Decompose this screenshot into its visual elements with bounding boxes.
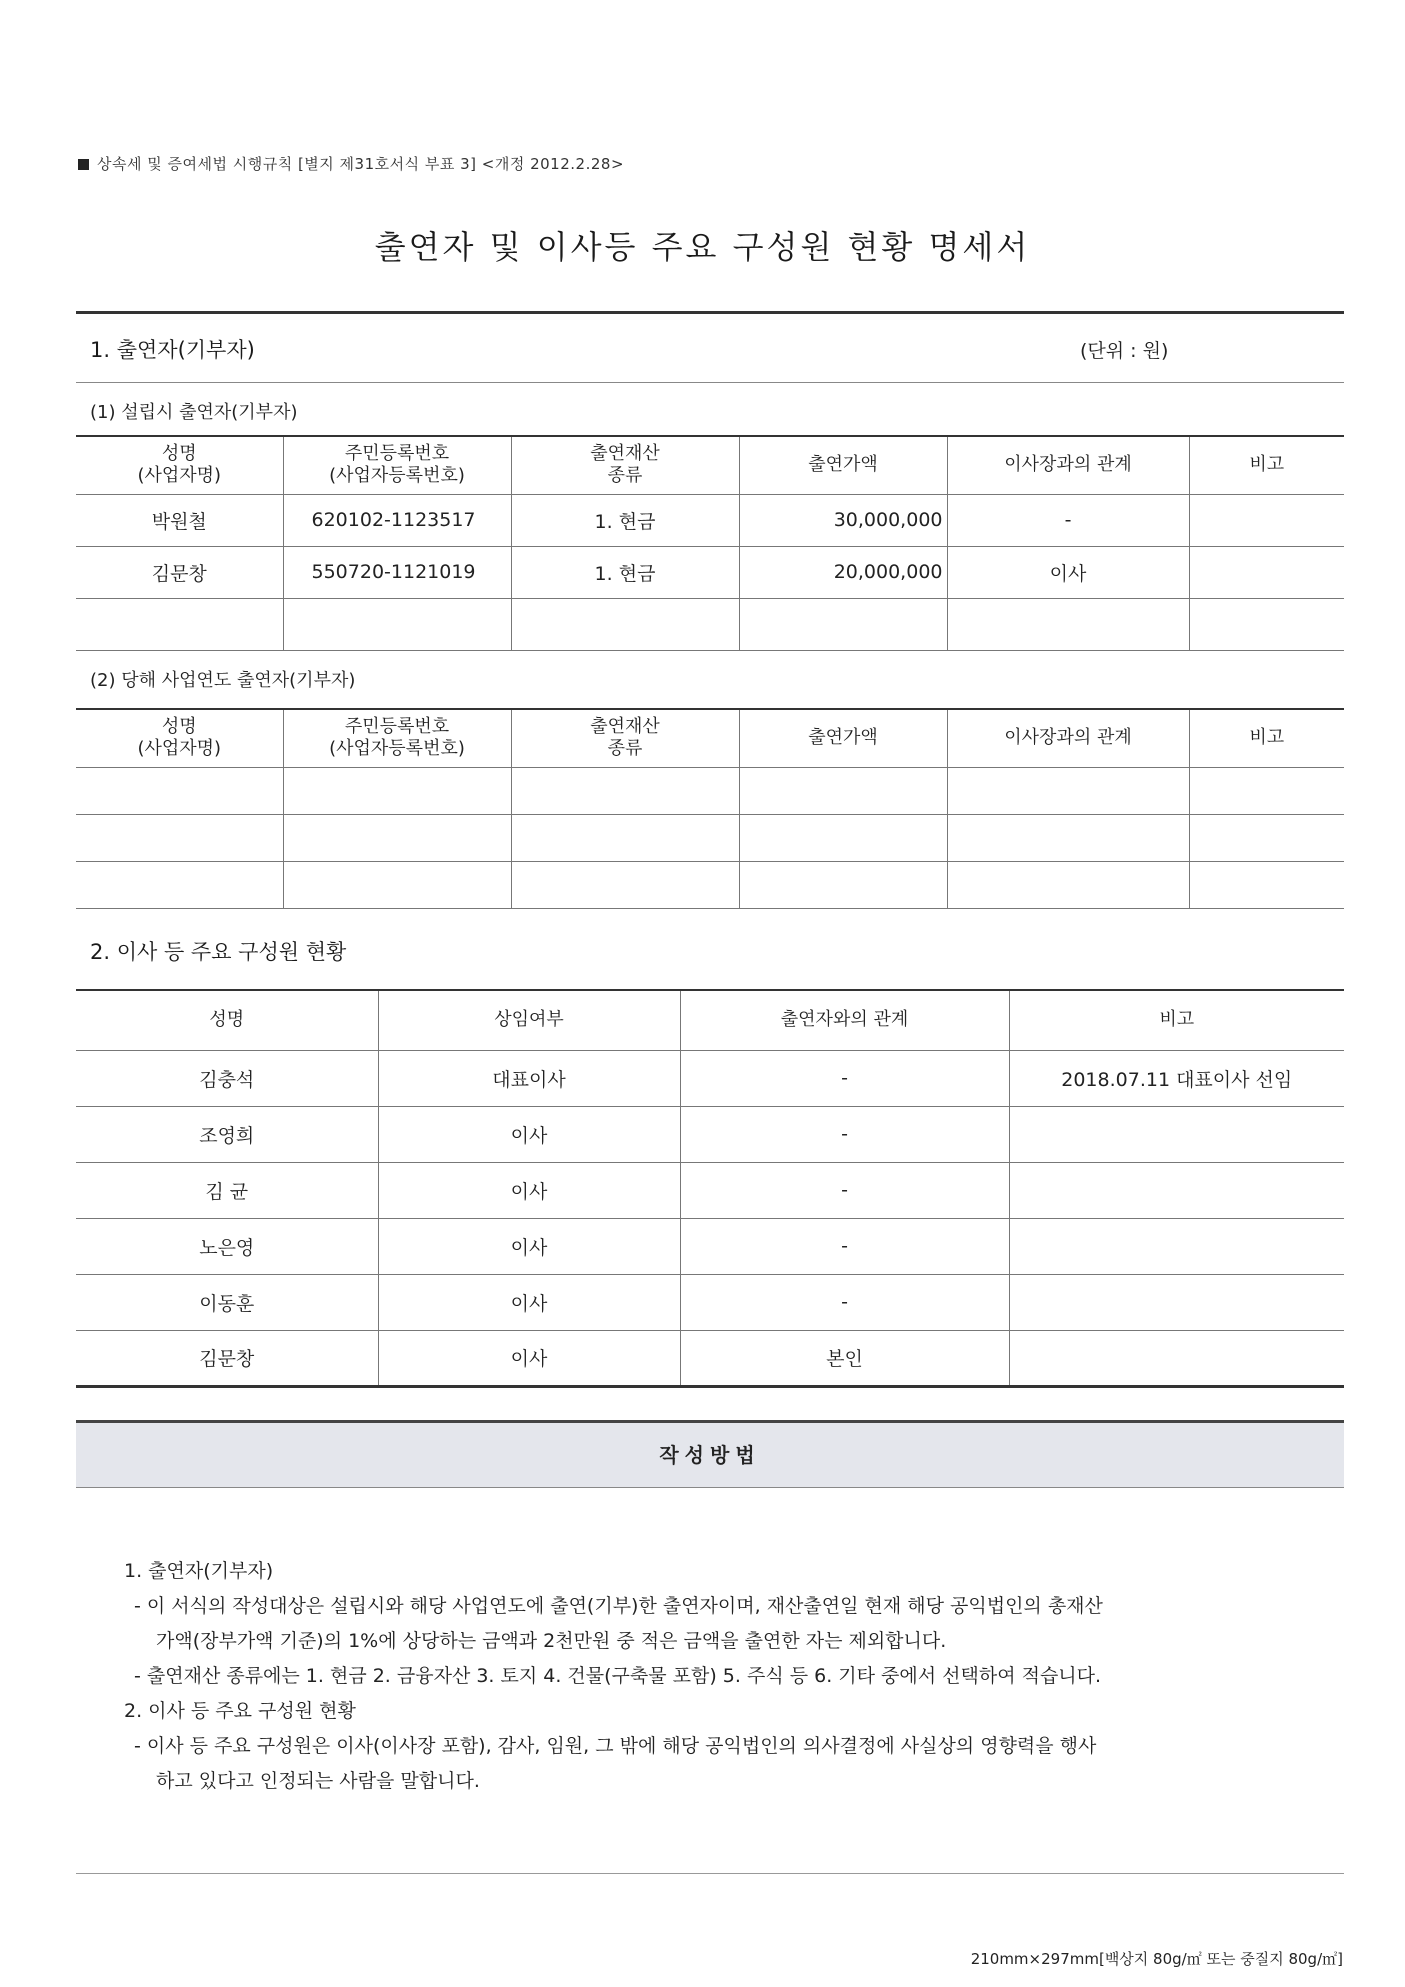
- form-reference-text: 상속세 및 증여세법 시행규칙 [별지 제31호서식 부표 3] <개정 2012.2.28>: [97, 155, 625, 173]
- table-cell: [511, 598, 739, 650]
- table-header-row: [76, 990, 1344, 1050]
- table-cell: [76, 767, 283, 814]
- table-row: [76, 861, 1344, 908]
- column-header: 출연재산 종류: [511, 709, 739, 767]
- table-row: [76, 1106, 1344, 1162]
- table-cell: 본인: [680, 1330, 1009, 1386]
- column-header: 성명: [76, 990, 378, 1050]
- table-cell: [947, 861, 1189, 908]
- table-cell: [1189, 861, 1344, 908]
- table-header-row: [76, 709, 1344, 767]
- column-header: 비고: [1189, 436, 1344, 494]
- table-cell: [1009, 1162, 1344, 1218]
- table-cell: [76, 861, 283, 908]
- table-cell: [1009, 1274, 1344, 1330]
- table-cell: [283, 861, 511, 908]
- top-rule: [76, 311, 1344, 314]
- table-cell: [739, 598, 947, 650]
- table-cell: [947, 598, 1189, 650]
- column-header: 출연재산 종류: [511, 436, 739, 494]
- table-cell: [739, 861, 947, 908]
- table-header-row: [76, 436, 1344, 494]
- table-cell: -: [947, 494, 1189, 546]
- instruction-line-3: 가액(장부가액 기준)의 1%에 상당하는 금액과 2천만원 중 적은 금액을 출연한 자는 제외합니다.: [156, 1630, 947, 1652]
- table-cell: -: [680, 1162, 1009, 1218]
- column-header: 성명 (사업자명): [76, 709, 283, 767]
- instruction-line-2: - 이 서식의 작성대상은 설립시와 해당 사업연도에 출연(기부)한 출연자이며, 재산출연일 현재 해당 공익법인의 총재산: [134, 1595, 1103, 1617]
- column-header: 성명 (사업자명): [76, 436, 283, 494]
- table-cell: 30,000,000: [739, 494, 947, 546]
- table-cell: 2018.07.11 대표이사 선임: [1009, 1050, 1344, 1106]
- table-cell: [511, 861, 739, 908]
- table-cell: [76, 598, 283, 650]
- column-header: 출연가액: [739, 436, 947, 494]
- section2-heading: 2. 이사 등 주요 구성원 현황: [90, 940, 347, 964]
- table-cell: 김 균: [76, 1162, 378, 1218]
- section1-rule: [76, 382, 1344, 383]
- table-row: [76, 767, 1344, 814]
- table-cell: 550720-1121019: [283, 546, 511, 598]
- instruction-line-6: - 이사 등 주요 구성원은 이사(이사장 포함), 감사, 임원, 그 밖에 해당 공익법인의 의사결정에 사실상의 영향력을 행사: [134, 1735, 1097, 1757]
- table-cell: 조영희: [76, 1106, 378, 1162]
- section1-heading: 1. 출연자(기부자): [90, 338, 255, 362]
- table-cell: 이사: [378, 1330, 680, 1386]
- column-header: 상임여부: [378, 990, 680, 1050]
- table-cell: [1189, 494, 1344, 546]
- column-header: 이사장과의 관계: [947, 709, 1189, 767]
- sub1-heading: (1) 설립시 출연자(기부자): [90, 402, 298, 423]
- table-cell: 이사: [947, 546, 1189, 598]
- table-cell: 노은영: [76, 1218, 378, 1274]
- table-cell: [1009, 1218, 1344, 1274]
- table-cell: 이사: [378, 1162, 680, 1218]
- unit-label: (단위 : 원): [1080, 340, 1169, 362]
- table-cell: 김문창: [76, 1330, 378, 1386]
- current-year-donors-table: [76, 708, 1344, 909]
- table-cell: [947, 767, 1189, 814]
- board-members-table: [76, 989, 1344, 1388]
- table-cell: 김문창: [76, 546, 283, 598]
- table-cell: [947, 814, 1189, 861]
- column-header: 출연자와의 관계: [680, 990, 1009, 1050]
- table-cell: [76, 814, 283, 861]
- table-row: [76, 1330, 1344, 1386]
- table-cell: [1189, 546, 1344, 598]
- table-cell: 대표이사: [378, 1050, 680, 1106]
- table-cell: -: [680, 1218, 1009, 1274]
- table-row: [76, 598, 1344, 650]
- table-row: [76, 814, 1344, 861]
- table-cell: [511, 767, 739, 814]
- table-cell: 이동훈: [76, 1274, 378, 1330]
- instruction-line-7: 하고 있다고 인정되는 사람을 말합니다.: [156, 1770, 480, 1792]
- table-cell: [739, 767, 947, 814]
- table-cell: [1189, 767, 1344, 814]
- table-cell: -: [680, 1050, 1009, 1106]
- column-header: 주민등록번호 (사업자등록번호): [283, 709, 511, 767]
- table-cell: [1009, 1106, 1344, 1162]
- table-row: [76, 494, 1344, 546]
- column-header: 출연가액: [739, 709, 947, 767]
- table-cell: 620102-1123517: [283, 494, 511, 546]
- table-cell: 1. 현금: [511, 494, 739, 546]
- column-header: 비고: [1189, 709, 1344, 767]
- instruction-line-4: - 출연재산 종류에는 1. 현금 2. 금융자산 3. 토지 4. 건물(구축물 포함) 5. 주식 등 6. 기타 중에서 선택하여 적습니다.: [134, 1665, 1102, 1687]
- table-cell: [739, 814, 947, 861]
- table-cell: 김충석: [76, 1050, 378, 1106]
- column-header: 비고: [1009, 990, 1344, 1050]
- column-header: 주민등록번호 (사업자등록번호): [283, 436, 511, 494]
- table-cell: 이사: [378, 1274, 680, 1330]
- table-cell: [1189, 598, 1344, 650]
- writing-method-header: [76, 1420, 1344, 1488]
- square-bullet-icon: [78, 159, 89, 170]
- table-cell: [283, 767, 511, 814]
- form-reference-note: [78, 153, 624, 174]
- table-row: [76, 1162, 1344, 1218]
- table-cell: [1189, 814, 1344, 861]
- table-cell: [1009, 1330, 1344, 1386]
- document-title: 출연자 및 이사등 주요 구성원 현황 명세서: [374, 228, 1031, 266]
- founding-donors-table: [76, 435, 1344, 651]
- table-cell: 20,000,000: [739, 546, 947, 598]
- sub2-heading: (2) 당해 사업연도 출연자(기부자): [90, 670, 356, 691]
- paper-spec-footer: 210mm×297mm[백상지 80g/㎡ 또는 중질지 80g/㎡]: [970, 1950, 1343, 1968]
- table-cell: -: [680, 1106, 1009, 1162]
- bottom-rule: [76, 1873, 1344, 1874]
- instruction-line-5: 2. 이사 등 주요 구성원 현황: [124, 1700, 356, 1722]
- table-cell: 이사: [378, 1218, 680, 1274]
- table-cell: -: [680, 1274, 1009, 1330]
- table-row: [76, 546, 1344, 598]
- table-cell: 이사: [378, 1106, 680, 1162]
- table-cell: [511, 814, 739, 861]
- table-cell: [283, 814, 511, 861]
- instruction-line-1: 1. 출연자(기부자): [124, 1560, 274, 1582]
- table-cell: 1. 현금: [511, 546, 739, 598]
- table-row: [76, 1050, 1344, 1106]
- writing-method-title: 작성방법: [659, 1443, 761, 1467]
- table-cell: [283, 598, 511, 650]
- table-row: [76, 1218, 1344, 1274]
- column-header: 이사장과의 관계: [947, 436, 1189, 494]
- table-row: [76, 1274, 1344, 1330]
- table-cell: 박원철: [76, 494, 283, 546]
